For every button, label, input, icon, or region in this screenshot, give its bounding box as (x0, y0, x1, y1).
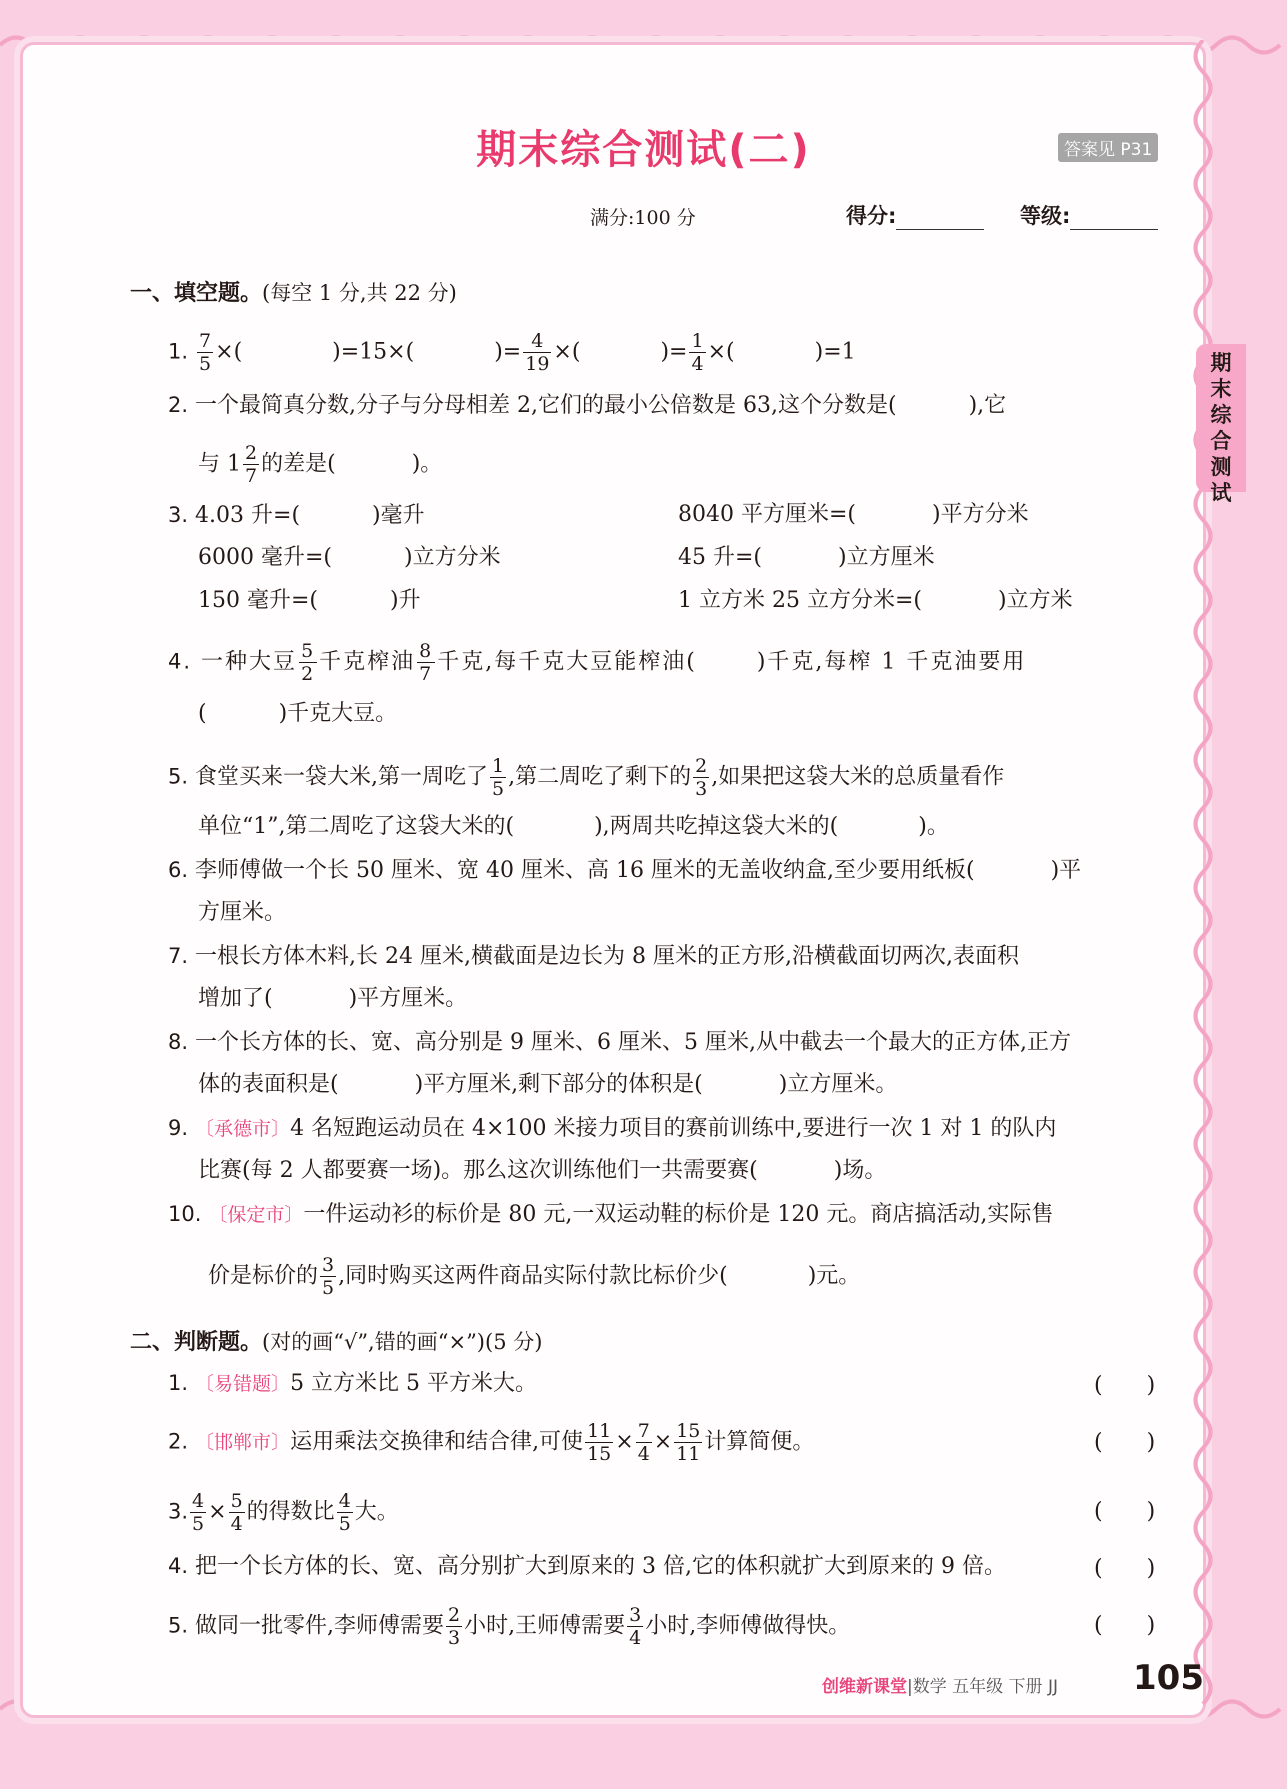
answer-reference-badge: 答案见 P31 (1058, 133, 1158, 162)
question-4: 4. 一种大豆 $\frac{5}{2}$ 千克榨油 $\frac{8}{7}$ 千克,每千克大豆能榨油( )千克,每榨 1 千克油要用 (168, 640, 1027, 685)
page-title: 期末综合测试(二) (476, 127, 811, 173)
judge-3: 3. $\frac{4}{5}$ × $\frac{5}{4}$ 的得数比 $\frac{4}{5}$ 大。 (168, 1490, 399, 1535)
question-9: 9. 〔承德市〕4 名短跑运动员在 4×100 米接力项目的赛前训练中,要进行一次 1 对 1 的队内 (168, 1116, 1057, 1141)
fraction: $\frac{7}{5}$ (199, 330, 212, 375)
question-6: 6. 李师傅做一个长 50 厘米、宽 40 厘米、高 16 厘米的无盖收纳盒,至少要用纸板( )平 (168, 858, 1082, 883)
answer-paren: ( ) (1094, 1499, 1156, 1524)
judge-5: 5. 做同一批零件,李师傅需要 $\frac{2}{3}$ 小时,王师傅需要 $\frac{3}{4}$ 小时,李师傅做得快。 (168, 1604, 851, 1649)
full-score: 满分:100 分 (590, 207, 696, 229)
question-5: 5. 食堂买来一袋大米,第一周吃了 $\frac{1}{5}$ ,第二周吃了剩下的 $\frac{2}{3}$ ,如果把这袋大米的总质量看作 (168, 755, 1005, 800)
answer-paren: ( ) (1094, 1430, 1156, 1455)
grade-field: 等级: (1020, 200, 1158, 230)
footer: 创维新课堂|数学 五年级 下册 JJ (822, 1677, 1058, 1697)
question-7: 7. 一根长方体木料,长 24 厘米,横截面是边长为 8 厘米的正方形,沿横截面切两次,表面积 (168, 944, 1019, 969)
side-tab: 期 末 综 合 测 试 (1196, 344, 1246, 492)
question-10: 10. 〔保定市〕一件运动衫的标价是 80 元,一双运动鞋的标价是 120 元。商店搞活动,实际售 (168, 1202, 1054, 1227)
section-fill-blank-heading: 一、填空题。(每空 1 分,共 22 分) (130, 281, 457, 306)
question-2: 2. 一个最简真分数,分子与分母相差 2,它们的最小公倍数是 63,这个分数是( ),它 (168, 393, 1007, 418)
page-number: 105 (1133, 1658, 1204, 1698)
score-field: 得分: (846, 200, 984, 230)
judge-2: 2. 〔邯郸市〕运用乘法交换律和结合律,可使 $\frac{11}{15}$ × $\frac{7}{4}$ × $\frac{15}{11}$ 计算简便。 (168, 1420, 815, 1465)
question-8: 8. 一个长方体的长、宽、高分别是 9 厘米、6 厘米、5 厘米,从中截去一个最大的正方体,正方 (168, 1030, 1071, 1055)
right-wave-border (1186, 40, 1220, 1720)
judge-1: 1. 〔易错题〕5 立方米比 5 平方米大。 (168, 1371, 538, 1396)
question-1: 1. $\frac{7}{5}$ ×( )=15×( )= $\frac{4}{19}$ ×( )= $\frac{1}{4}$ ×( )=1 (168, 330, 856, 375)
answer-paren: ( ) (1094, 1613, 1156, 1638)
section-judgement-heading: 二、判断题。(对的画“√”,错的画“×”)(5 分) (130, 1330, 543, 1355)
question-3: 3. 4.03 升=( )毫升 (168, 503, 425, 528)
judge-4: 4. 把一个长方体的长、宽、高分别扩大到原来的 3 倍,它的体积就扩大到原来的 9 倍。 (168, 1554, 1007, 1579)
answer-paren: ( ) (1094, 1556, 1156, 1581)
answer-paren: ( ) (1094, 1373, 1156, 1398)
